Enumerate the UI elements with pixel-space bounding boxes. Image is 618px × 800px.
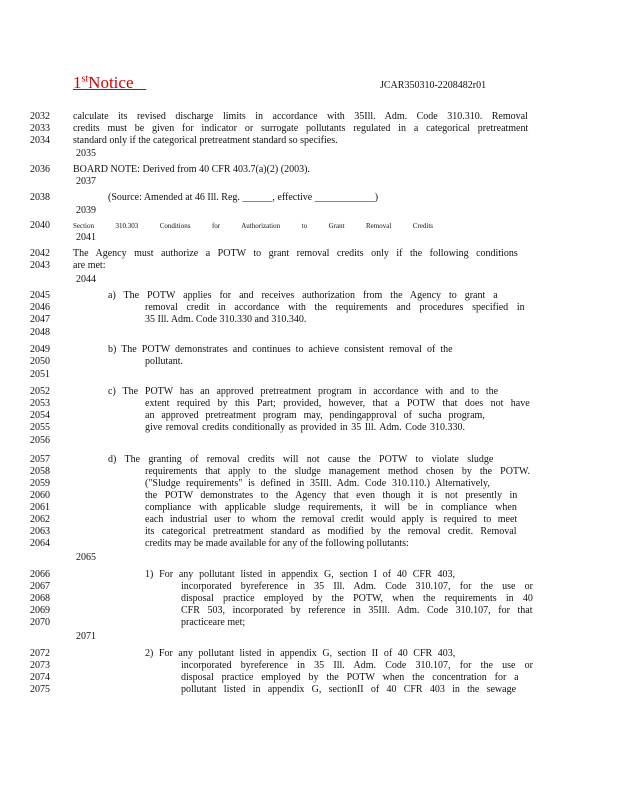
line-number: 2059 — [30, 478, 50, 489]
text-line: incorporated byreference in 35 Ill. Adm. Code 310.107, for the use or — [181, 660, 534, 671]
interleaved-line-number: 2039 — [76, 205, 96, 216]
line-number: 2033 — [30, 123, 50, 134]
line-number: 2046 — [30, 302, 50, 313]
line-number: 2068 — [30, 593, 50, 604]
line-number: 2058 — [30, 466, 50, 477]
text-line: practiceare met; — [181, 617, 246, 628]
text-line: credits may be made available for any of the following pollutants: — [145, 538, 409, 549]
line-number: 2034 — [30, 135, 50, 146]
text-line: each industrial user to whom the removal credit would apply is required to meet — [145, 514, 518, 525]
line-number: 2055 — [30, 422, 50, 433]
line-number: 2070 — [30, 617, 50, 628]
line-number: 2075 — [30, 684, 50, 695]
line-number: 2054 — [30, 410, 50, 421]
line-number: 2067 — [30, 581, 50, 592]
interleaved-line-number: 2037 — [76, 176, 96, 187]
notice-word: Notice — [88, 73, 134, 92]
notice-heading — [73, 73, 146, 93]
text-line: are met: — [73, 260, 106, 271]
notice-superscript: st — [81, 73, 89, 85]
interleaved-line-number: 2044 — [76, 274, 96, 285]
text-line: b) The POTW demonstrates and continues to achieve consistent removal of the — [108, 344, 453, 355]
text-line: The Agency must authorize a POTW to grant removal credits only if the following conditions — [73, 248, 518, 259]
interleaved-line-number: 2035 — [76, 148, 96, 159]
line-number: 2060 — [30, 490, 50, 501]
line-number: 2057 — [30, 454, 50, 465]
interleaved-line-number: 2041 — [76, 232, 96, 243]
line-number: 2061 — [30, 502, 50, 513]
line-number: 2062 — [30, 514, 50, 525]
line-number: 2052 — [30, 386, 50, 397]
text-line: pollutant listed in appendix G, sectionII of 40 CFR 403 in the sewage — [181, 684, 517, 695]
text-line: pollutant. — [145, 356, 184, 367]
line-number: 2073 — [30, 660, 50, 671]
text-line: standard only if the categorical pretreatment standard so specifies. — [73, 135, 338, 146]
text-line: d) The granting of removal credits will not cause the POTW to violate sludge — [108, 454, 494, 465]
line-number: 2032 — [30, 111, 50, 122]
line-number: 2053 — [30, 398, 50, 409]
line-number: 2049 — [30, 344, 50, 355]
line-number: 2063 — [30, 526, 50, 537]
text-line: removal credit in accordance with the requirements and procedures specified in — [145, 302, 525, 313]
text-line: credits must be given for indicator or surrogate pollutants regulated in a categorical pretreatment — [73, 123, 529, 134]
interleaved-line-number: 2065 — [76, 552, 96, 563]
text-line: 2) For any pollutant listed in appendix G, section II of 40 CFR 403, — [145, 648, 456, 659]
line-number: 2047 — [30, 314, 50, 325]
text-line: the POTW demonstrates to the Agency that even though it is not presently in — [145, 490, 518, 501]
line-number: 2043 — [30, 260, 50, 271]
line-number: 2066 — [30, 569, 50, 580]
line-number: 2038 — [30, 192, 50, 203]
text-line: 35 Ill. Adm. Code 310.330 and 310.340. — [145, 314, 307, 325]
text-line: give removal credits conditionally as provided in 35 Ill. Adm. Code 310.330. — [145, 422, 465, 433]
text-line: c) The POTW has an approved pretreatment program in accordance with and to the — [108, 386, 499, 397]
line-number: 2048 — [30, 327, 50, 338]
text-line: extent required by this Part; provided, however, that a POTW that does not have — [145, 398, 530, 409]
text-line: requirements that apply to the sludge management method chosen by the POTW. — [145, 466, 531, 477]
text-line: CFR 503, incorporated by reference in 35Ill. Adm. Code 310.107, for that — [181, 605, 533, 616]
line-number: 2050 — [30, 356, 50, 367]
line-number: 2072 — [30, 648, 50, 659]
text-line: incorporated byreference in 35 Ill. Adm. Code 310.107, for the use or — [181, 581, 534, 592]
line-number: 2074 — [30, 672, 50, 683]
text-line: 1) For any pollutant listed in appendix G, section I of 40 CFR 403, — [145, 569, 455, 580]
text-line: Section 310.303 Conditions for Authorization to Grant Removal Credits — [73, 222, 434, 230]
text-line: (Source: Amended at 46 Ill. Reg. ______, effective ____________) — [108, 192, 379, 203]
document-code: JCAR350310-2208482r01 — [380, 80, 487, 91]
line-number: 2051 — [30, 369, 50, 380]
line-number: 2042 — [30, 248, 50, 259]
notice-number: 1 — [73, 73, 82, 92]
line-number: 2045 — [30, 290, 50, 301]
text-line: calculate its revised discharge limits in accordance with 35Ill. Adm. Code 310.310. Removal — [73, 111, 528, 122]
interleaved-line-number: 2071 — [76, 631, 96, 642]
text-line: disposal practice employed by the POTW, when the requirements in 40 — [181, 593, 533, 604]
line-number: 2056 — [30, 435, 50, 446]
line-number: 2036 — [30, 164, 50, 175]
line-number: 2064 — [30, 538, 50, 549]
text-line: disposal practice employed by the POTW when the concentration for a — [181, 672, 519, 683]
text-line: its categorical pretreatment standard as modified by the removal credit. Removal — [145, 526, 517, 537]
line-number: 2069 — [30, 605, 50, 616]
line-number: 2040 — [30, 220, 50, 231]
text-line: a) The POTW applies for and receives authorization from the Agency to grant a — [108, 290, 498, 301]
text-line: an approved pretreatment program may, pendingapproval of sucha program, — [145, 410, 485, 421]
text-line: BOARD NOTE: Derived from 40 CFR 403.7(a)(2) (2003). — [73, 164, 310, 175]
text-line: compliance with applicable sludge requirements, it will be in compliance when — [145, 502, 517, 513]
text-line: ("Sludge requirements" is defined in 35Ill. Adm. Code 310.110.) Alternatively, — [145, 478, 490, 489]
